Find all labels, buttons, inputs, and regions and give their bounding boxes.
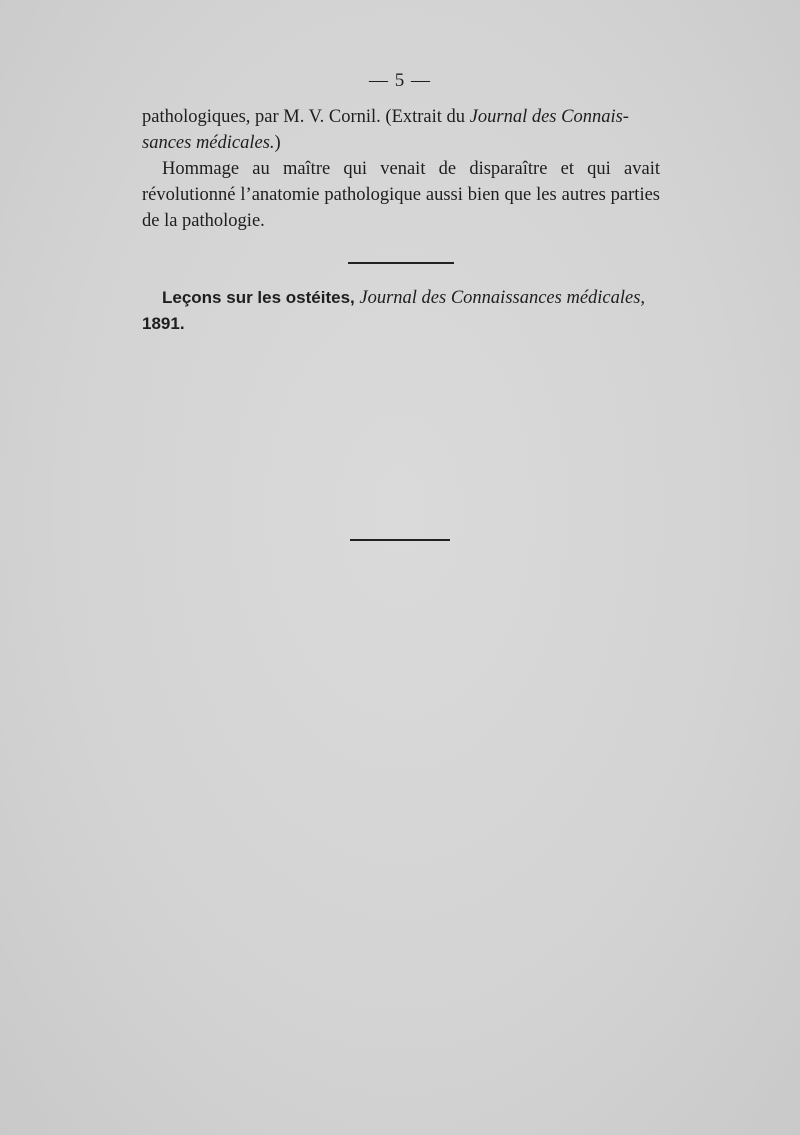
citation-text: pathologiques, par M. V. Cornil. (Extrait du <box>142 107 470 127</box>
entry-year: 1891. <box>142 314 185 333</box>
citation-close: ) <box>274 133 281 153</box>
section-divider <box>348 262 454 264</box>
end-divider <box>350 539 450 541</box>
entry-cornil-description: Hommage au maître qui venait de disparaître et qui avait révolutionné l’anatomie pathologique aussi bien que les autres parties de la pathologie. <box>142 159 660 231</box>
journal-title-continued: sances médicales. <box>142 133 275 153</box>
page-number: — 5 — <box>369 70 431 91</box>
journal-title: Journal des Connaissances médicales, <box>359 288 646 308</box>
entry-cornil-citation <box>142 104 660 156</box>
entry-title: Leçons sur les ostéites, <box>162 288 355 307</box>
journal-title: Journal des Connais- <box>469 107 629 127</box>
entry-osteites <box>142 285 660 337</box>
